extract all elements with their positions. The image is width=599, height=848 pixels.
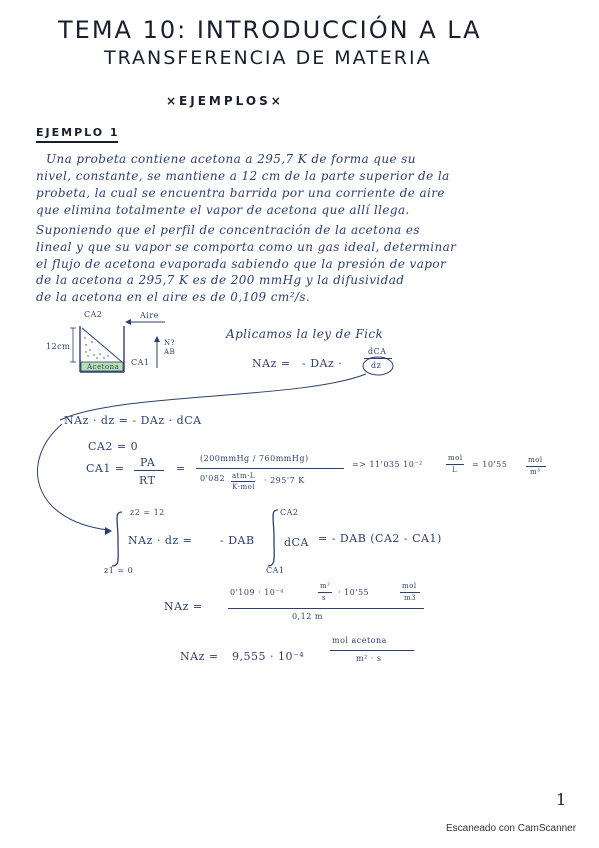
fick-text: Aplicamos la ley de Fick: [226, 327, 384, 341]
title-line-2: TRANSFERENCIA DE MATERIA: [104, 47, 432, 69]
ca2-zero: CA2 = 0: [88, 440, 139, 453]
step-separation: NAz · dz = - DAz · dCA: [64, 414, 202, 427]
diagram-flux-bottom: AB: [164, 348, 176, 356]
integral-body-1: NAz · dz =: [128, 534, 193, 547]
ca1-den2b: · 295'7 K: [264, 476, 305, 485]
ca1-lhs: CA1 =: [86, 462, 125, 475]
final1-lhs: NAz =: [164, 600, 203, 613]
problem-line: lineal y que su vapor se comporta como un gas ideal, determinar: [36, 240, 457, 254]
fick-den: dz: [371, 361, 382, 370]
final1-unit2-bar: [400, 592, 420, 593]
final1-num-b: · 10'55: [338, 588, 370, 597]
ca1-eq: =: [176, 462, 186, 475]
final1-fraction-bar: [228, 608, 424, 609]
ca1-unit1-bottom: L: [452, 466, 458, 474]
final2-lhs: NAz =: [180, 650, 219, 663]
ca1-den2-unit-top: atm·L: [232, 472, 255, 480]
diagram-liquid-label: Acetona: [87, 363, 120, 371]
final2-value: 9,555 · 10⁻⁴: [232, 650, 305, 663]
diagram-height: 12cm: [46, 342, 71, 351]
scanner-watermark: Escaneado con CamScanner: [446, 823, 577, 834]
ca1-num: PA: [140, 456, 156, 469]
ca1-unit2-bar: [526, 466, 546, 467]
problem-line: probeta, la cual se encuentra barrida por una corriente de aire: [36, 186, 445, 200]
example-heading: EJEMPLO 1: [36, 126, 120, 139]
integral-mid: - DAB: [220, 534, 255, 547]
fick-num: dCA: [368, 347, 387, 356]
final1-unit2-top: mol: [402, 582, 417, 590]
problem-line: el flujo de acetona evaporada sabiendo que la presión de vapor: [36, 257, 447, 271]
ca1-fraction-bar: [134, 470, 164, 471]
final1-unit-top: m²: [320, 582, 331, 590]
problem-line: que elimina totalmente el vapor de acetona que allí llega.: [36, 203, 410, 217]
ca1-unit2-top: mol: [528, 456, 543, 464]
ca1-fraction-bar-2: [196, 468, 344, 469]
ca1-unit1-bar: [446, 464, 464, 465]
examples-subtitle: ×EJEMPLOS×: [166, 94, 284, 108]
integral-result: = - DAB (CA2 - CA1): [318, 532, 442, 545]
final1-unit-bar: [318, 592, 332, 593]
fick-rhs: - DAz ·: [302, 357, 343, 370]
ca1-num2: (200mmHg / 760mmHg): [200, 454, 309, 463]
diagram-flux-top: N?: [164, 339, 175, 347]
fick-lhs: NAz =: [252, 357, 291, 370]
ca1-den2-unit-bar: [231, 481, 255, 482]
integral-upper-1: z2 = 12: [130, 508, 165, 517]
problem-line: de la acetona a 295,7 K es de 200 mmHg y la difusividad: [36, 273, 405, 287]
integral-lower-1: z1 = 0: [104, 566, 134, 575]
ca1-unit1-top: mol: [448, 454, 463, 462]
diagram-ca2: CA2: [84, 310, 103, 319]
problem-line: nivel, constante, se mantiene a 12 cm de la parte superior de la: [36, 169, 450, 183]
integral-lower-2: CA1: [266, 566, 285, 575]
final1-den: 0,12 m: [292, 612, 323, 621]
ca1-den2-unit-bottom: K·mol: [232, 483, 256, 491]
diagram-air: Aire: [140, 311, 159, 320]
page-number: 1: [556, 790, 567, 809]
final1-num-a: 0'109 · 10⁻⁴: [230, 588, 284, 597]
ca1-result: => 11'035 10⁻²: [352, 460, 423, 469]
integral-body-2: dCA: [284, 536, 309, 549]
fick-fraction-bar: [364, 358, 392, 359]
final2-unit-bottom: m² · s: [356, 654, 382, 663]
integral-upper-2: CA2: [280, 508, 299, 517]
final2-unit-bar: [330, 650, 414, 651]
final2-unit-top: mol acetona: [332, 636, 387, 645]
problem-line: de la acetona en el aire es de 0,109 cm²/s.: [36, 290, 311, 304]
ca1-unit2-bottom: m³: [530, 468, 541, 476]
ca1-result2: = 10'55: [472, 460, 508, 469]
final1-unit2-bottom: m3: [404, 594, 417, 602]
ca1-den: RT: [139, 474, 156, 487]
problem-line: Una probeta contiene acetona a 295,7 K de forma que su: [46, 152, 416, 166]
problem-line: Suponiendo que el perfil de concentración de la acetona es: [36, 223, 420, 237]
ca1-den2a: 0'082: [200, 474, 226, 483]
final1-unit-bottom: s: [322, 594, 327, 602]
title-line-1: TEMA 10: INTRODUCCIÓN A LA: [58, 16, 482, 44]
diagram-ca1: CA1: [131, 358, 150, 367]
